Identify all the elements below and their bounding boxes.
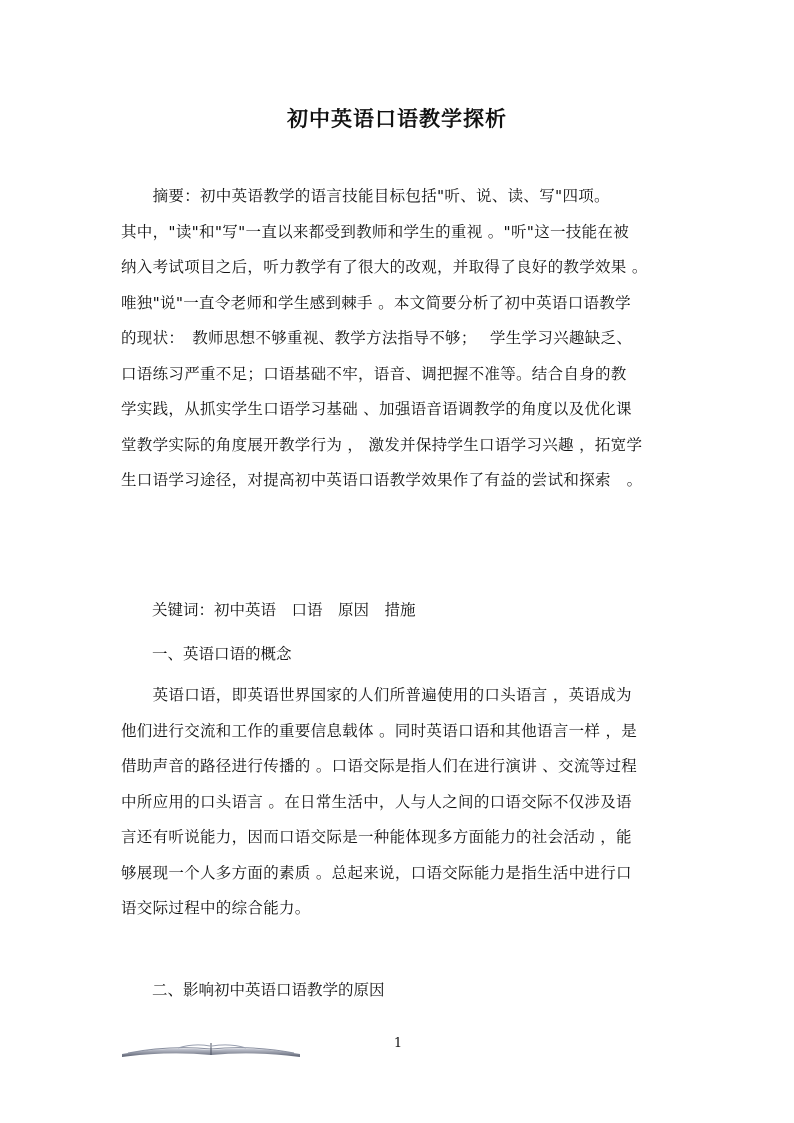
keywords: 关键词：初中英语 口语 原因 措施 [152, 601, 416, 619]
section-1-body [121, 678, 677, 927]
body-line: 他们进行交流和工作的重要信息载体 。同时英语口语和其他语言一样 ，是 [121, 721, 638, 740]
body-line: 中所应用的口头语言 。在日常生活中，人与人之间的口语交际不仅涉及语 [121, 792, 632, 811]
abstract-line: 生口语学习途径，对提高初中英语口语教学效果作了有益的尝试和探索 。 [121, 471, 643, 489]
abstract-line: 纳入考试项目之后，听力教学有了很大的改观，并取得了良好的教学效果 。 [121, 258, 648, 276]
abstract-line: 唯独"说"一直令老师和学生感到棘手 。本文简要分析了初中英语口语教学 [121, 293, 631, 312]
section-heading-2: 二、影响初中英语口语教学的原因 [152, 981, 385, 999]
abstract-line: 摘要：初中英语教学的语言技能目标包括"听、说、读、写"四项。 [121, 187, 610, 205]
page-number: 1 [393, 1036, 403, 1051]
abstract-line: 学实践，从抓实学生口语学习基础 、加强语音语调教学的角度以及优化课 [121, 400, 632, 418]
body-line: 语交际过程中的综合能力。 [121, 899, 311, 917]
open-book-icon [118, 1040, 304, 1060]
section-heading-1: 一、英语口语的概念 [152, 645, 292, 663]
body-line: 借助声音的路径进行传播的 。口语交际是指人们在进行演讲 、交流等过程 [121, 757, 638, 775]
abstract-line: 堂教学实际的角度展开教学行为 ， 激发并保持学生口语学习兴趣 ，拓宽学 [121, 435, 643, 454]
abstract-line: 口语练习严重不足；口语基础不牢，语音、调把握不准等。结合自身的教 [121, 364, 627, 383]
body-line: 够展现一个人多方面的素质 。总起来说，口语交际能力是指生活中进行口 [121, 863, 632, 882]
body-line: 言还有听说能力，因而口语交际是一种能体现多方面能力的社会活动 ，能 [121, 828, 632, 846]
body-line: 英语口语，即英语世界国家的人们所普遍使用的口头语言 ，英语成为 [121, 686, 632, 704]
document-title: 初中英语口语教学探析 [287, 107, 507, 131]
abstract-line: 其中，"读"和"写"一直以来都受到教师和学生的重视 。"听"这一技能在被 [121, 222, 630, 241]
abstract-line: 的现状： 教师思想不够重视、教学方法指导不够； 学生学习兴趣缺乏、 [121, 329, 633, 347]
abstract [121, 179, 677, 499]
